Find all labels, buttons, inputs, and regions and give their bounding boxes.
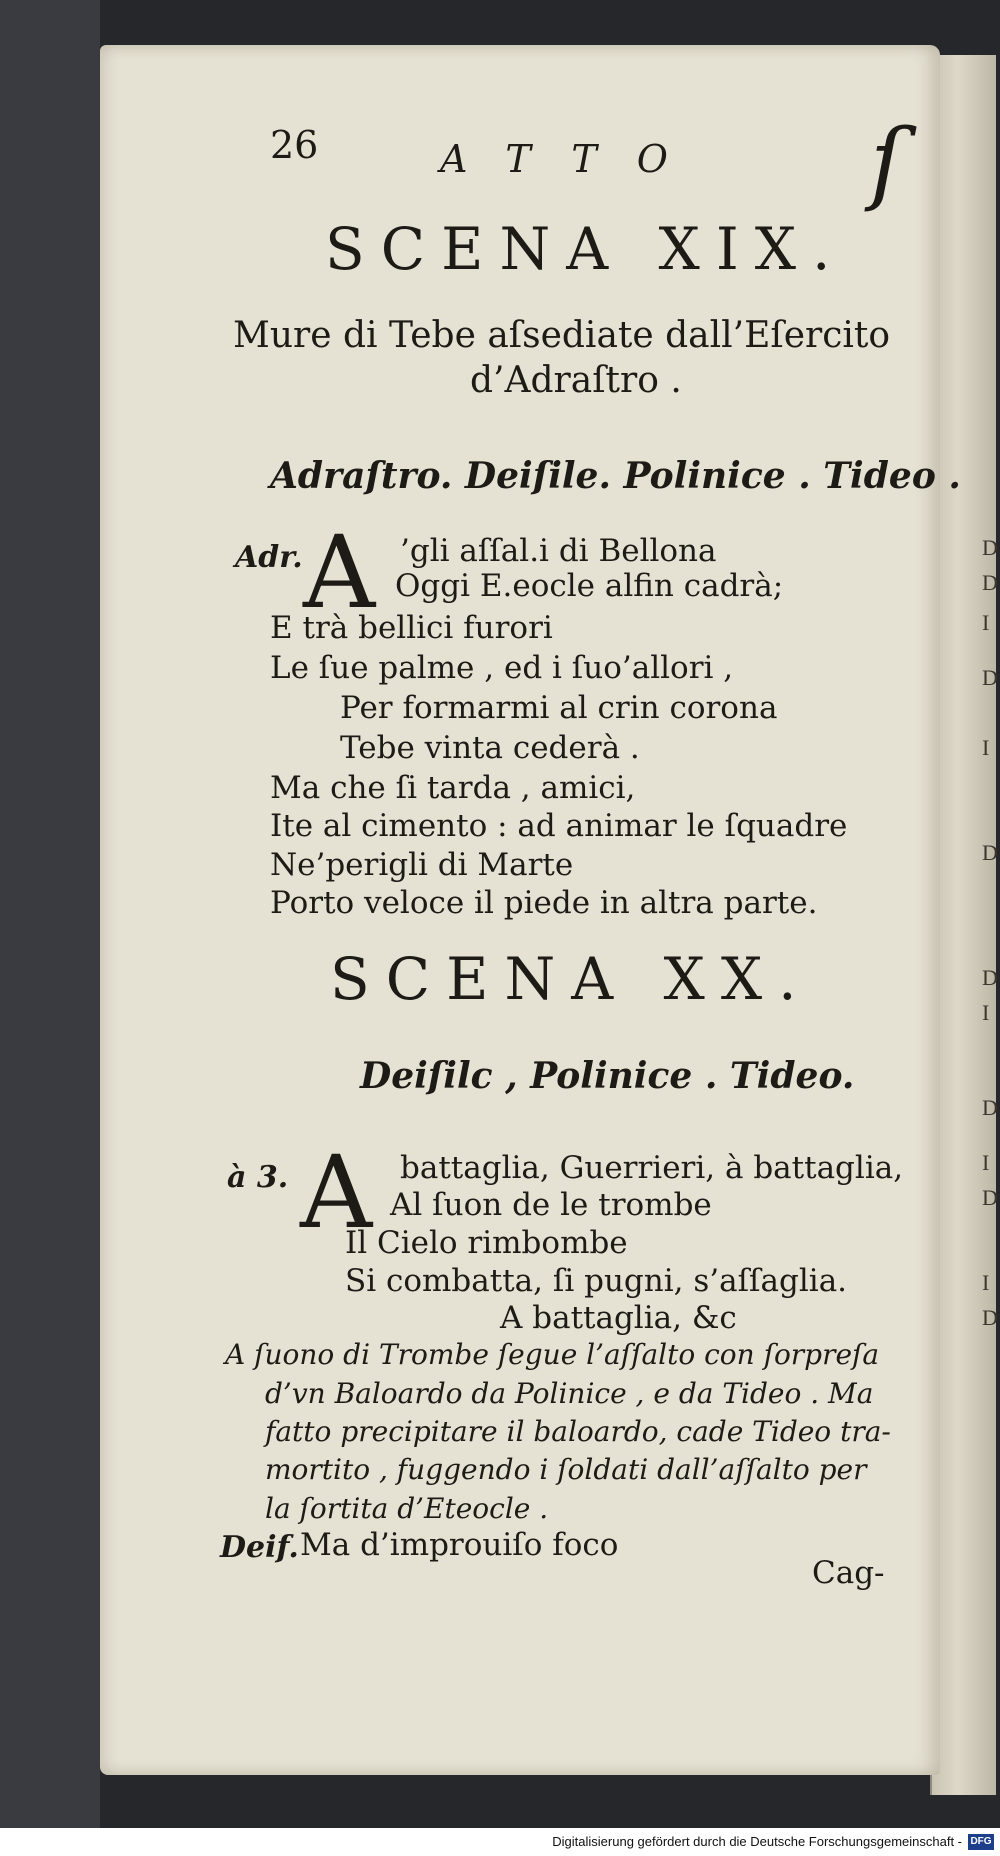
book-page (100, 45, 961, 1775)
facing-fragment: D (982, 965, 998, 990)
running-head: ATTO (440, 137, 708, 181)
verse-line: Per formarmi al crin corona (340, 690, 778, 726)
verse-line: Al ſuon de le trombe (390, 1187, 712, 1223)
facing-fragment: I (982, 1150, 990, 1175)
backdrop-left (0, 0, 100, 1856)
cast-list-xx: Deiſilc , Polinice . Tideo. (360, 1055, 855, 1097)
stage-direction-line: A ſuono di Trombe ſegue l’aſſalto con ſorpreſa (225, 1338, 880, 1371)
speaker-label: Deif. (220, 1530, 299, 1565)
verse-line: A battaglia, &c (500, 1300, 737, 1336)
facing-fragment: D (982, 535, 998, 560)
cast-list-xix: Adraſtro. Deiſile. Polinice . Tideo . (270, 455, 961, 497)
verse-line: Si combatta, ſi pugni, s’aſſaglia. (345, 1263, 848, 1299)
facing-fragment: D (982, 1185, 998, 1210)
facing-fragment: D (982, 840, 998, 865)
drop-cap: A (303, 514, 376, 631)
facing-fragment: I (982, 1000, 990, 1025)
stage-direction-line: la ſortita d’Eteocle . (265, 1492, 549, 1525)
facing-fragment: D (982, 1305, 998, 1330)
verse-line: Porto veloce il piede in altra parte. (270, 885, 818, 921)
facing-fragment: D (982, 570, 998, 595)
drop-cap: A (300, 1134, 373, 1251)
facing-fragment: I (982, 610, 990, 635)
verse-line: Ite al cimento : ad animar le ſquadre (270, 808, 848, 844)
speaker-label: à 3. (227, 1160, 289, 1195)
margin-mark: ſ (870, 110, 904, 215)
verse-line: battaglia, Guerrieri, à battaglia, (400, 1150, 904, 1186)
verse-line: Ma d’improuiſo foco (300, 1527, 619, 1563)
scene-setting-line: d’Adraſtro . (470, 360, 682, 401)
facing-fragment: D (982, 665, 998, 690)
verse-line: Oggi E.eocle alfin cadrà; (395, 568, 784, 604)
verse-line: Le ſue palme , ed i ſuo’allori , (270, 650, 734, 686)
scene-setting-line: Mure di Tebe aſsediate dall’Eſercito (233, 315, 891, 356)
facing-fragment: D (982, 1095, 998, 1120)
facing-fragment: I (982, 1270, 990, 1295)
verse-line: Ma che ſi tarda , amici, (270, 770, 636, 806)
digitization-footer (0, 1828, 1000, 1856)
dfg-logo: DFG (968, 1834, 994, 1850)
scene-title-xx: SCENA XX. (330, 945, 813, 1013)
catchword: Cag- (812, 1555, 885, 1591)
stage-direction-line: mortito , fuggendo i ſoldati dall’aſſalto per (265, 1453, 867, 1486)
facing-fragment: I (982, 735, 990, 760)
stage-direction-line: d’vn Baloardo da Polinice , e da Tideo . Ma (265, 1377, 874, 1410)
verse-line: Il Cielo rimbombe (345, 1225, 628, 1261)
speaker-label: Adr. (235, 540, 303, 575)
page-number: 26 (270, 123, 319, 167)
scene-title-xix: SCENA XIX. (325, 215, 847, 283)
verse-line: Tebe vinta cederà . (340, 730, 640, 766)
verse-line: ’gli aſſal.i di Bellona (400, 533, 717, 569)
verse-line: Ne’perigli di Marte (270, 847, 574, 883)
verse-line: E trà bellici furori (270, 610, 553, 646)
footer-credit: Digitalisierung gefördert durch die Deutsche Forschungsgemeinschaft - (552, 1834, 962, 1849)
stage-direction-line: fatto precipitare il baloardo, cade Tideo tra- (265, 1415, 891, 1448)
